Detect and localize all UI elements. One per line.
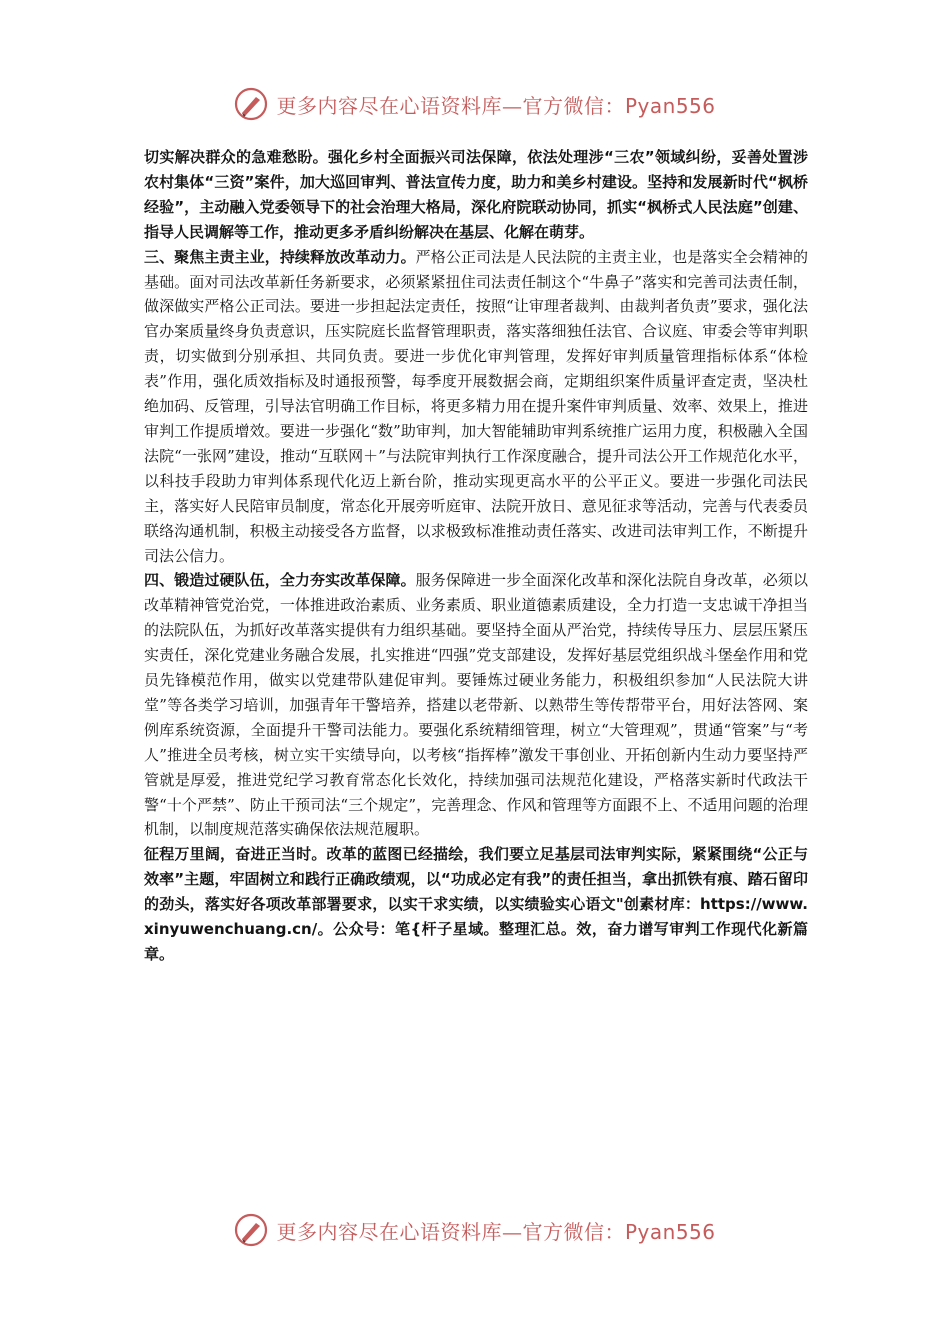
section-3-heading: 三、聚焦主责主业，持续释放改革动力。 (144, 247, 416, 266)
header-banner-text: 更多内容尽在心语资料库—官方微信： (276, 93, 625, 118)
footer-banner-text: 更多内容尽在心语资料库—官方微信： (276, 1219, 625, 1244)
document-body (144, 145, 808, 967)
paragraph-1 (144, 145, 808, 245)
footer-banner (0, 1208, 950, 1252)
section-4-heading: 四、锻造过硬队伍，全力夯实改革保障。 (144, 571, 416, 590)
paragraph-2-body: 严格公正司法是人民法院的主责主业，也是落实全会精神的基础。面对司法改革新任务新要求，必须紧紧扭住司法责任制这个“牛鼻子”落实和完善司法责任制，做深做实严格公正司法。要进一步担起法定责任，按照“让审理者裁判、由裁判者负责”要求，强化法官办案质量终身负责意识，压实院庭长监督管理职责，落实落细独任法官、合议庭、审委会等审判职责，切实做到分别承担、共同负责。要进一步优化审判管理，发挥好审判质量管理指标体系“体检表”作用，强化质效指标及时通报预警，每季度开展数据会商，定期组织案件质量评查定责，坚决杜绝加码、反管理，引导法官明确工作目标，将更多精力用在提升案件审判质量、效率、效果上，推进审判工作提质增效。要进一步强化“数”助审判，加大智能辅助审判系统推广运用力度，积极融入全国法院“一张网”建设，推动“互联网＋”与法院审判执行工作深度融合，提升司法公开工作规范化水平，以科技手段助力审判体系现代化迈上新台阶，推动实现更高水平的公平正义。要进一步强化司法民主，落实好人民陪审员制度，常态化开展旁听庭审、法院开放日、意见征求等活动，完善与代表委员联络沟通机制，积极主动接受各方监督，以求极致标准推动责任落实、改进司法审判工作，不断提升司法公信力。 (144, 247, 808, 565)
pen-logo-icon (234, 1213, 268, 1247)
paragraph-2 (144, 245, 808, 569)
footer-banner-id: Pyan556 (624, 1219, 716, 1244)
header-banner-id: Pyan556 (624, 93, 716, 118)
pen-logo-icon (234, 87, 268, 121)
paragraph-4 (144, 842, 808, 967)
header-banner (0, 82, 950, 126)
paragraph-1-body: 切实解决群众的急难愁盼。强化乡村全面振兴司法保障，依法处理涉“三农”领域纠纷，妥善处置涉农村集体“三资”案件，加大巡回审判、普法宣传力度，助力和美乡村建设。坚持和发展新时代“枫桥经验”，主动融入党委领导下的社会治理大格局，深化府院联动协同，抓实“枫桥式人民法庭”创建、指导人民调解等工作，推动更多矛盾纠纷解决在基层、化解在萌芽。 (144, 148, 808, 241)
paragraph-3-body: 服务保障进一步全面深化改革和深化法院自身改革，必须以改革精神管党治党，一体推进政治素质、业务素质、职业道德素质建设，全力打造一支忠诚干净担当的法院队伍，为抓好改革落实提供有力组织基础。要坚持全面从严治党，持续传导压力、层层压紧压实责任，深化党建业务融合发展，扎实推进“四强”党支部建设，发挥好基层党组织战斗堡垒作用和党员先锋模范作用，做实以党建带队建促审判。要锤炼过硬业务能力，积极组织参加“人民法院大讲堂”等各类学习培训，加强青年干警培养，搭建以老带新、以熟带生等传帮带平台，用好法答网、案例库系统资源，全面提升干警司法能力。要强化系统精细管理，树立“大管理观”，贯通“管案”与“考人”推进全员考核，树立实干实绩导向，以考核“指挥棒”激发干事创业、开拓创新内生动力要坚持严管就是厚爱，推进党纪学习教育常态化长效化，持续加强司法规范化建设，严格落实新时代政法干警“十个严禁”、防止干预司法“三个规定”，完善理念、作风和管理等方面跟不上、不适用问题的治理机制，以制度规范落实确保依法规范履职。 (144, 571, 808, 839)
paragraph-3 (144, 568, 808, 842)
paragraph-4-body: 征程万里阔，奋进正当时。改革的蓝图已经描绘，我们要立足基层司法审判实际，紧紧围绕“公正与效率”主题，牢固树立和践行正确政绩观，以“功成必定有我”的责任担当，拿出抓铁有痕、踏石留印的劲头，落实好各项改革部署要求，以实干求实绩，以实绩验实心语文"创素材库：https://www.xinyuwenchuang.cn/。公众号：笔{杆子星域。整理汇总。效，奋力谱写审判工作现代化新篇章。 (144, 845, 808, 963)
